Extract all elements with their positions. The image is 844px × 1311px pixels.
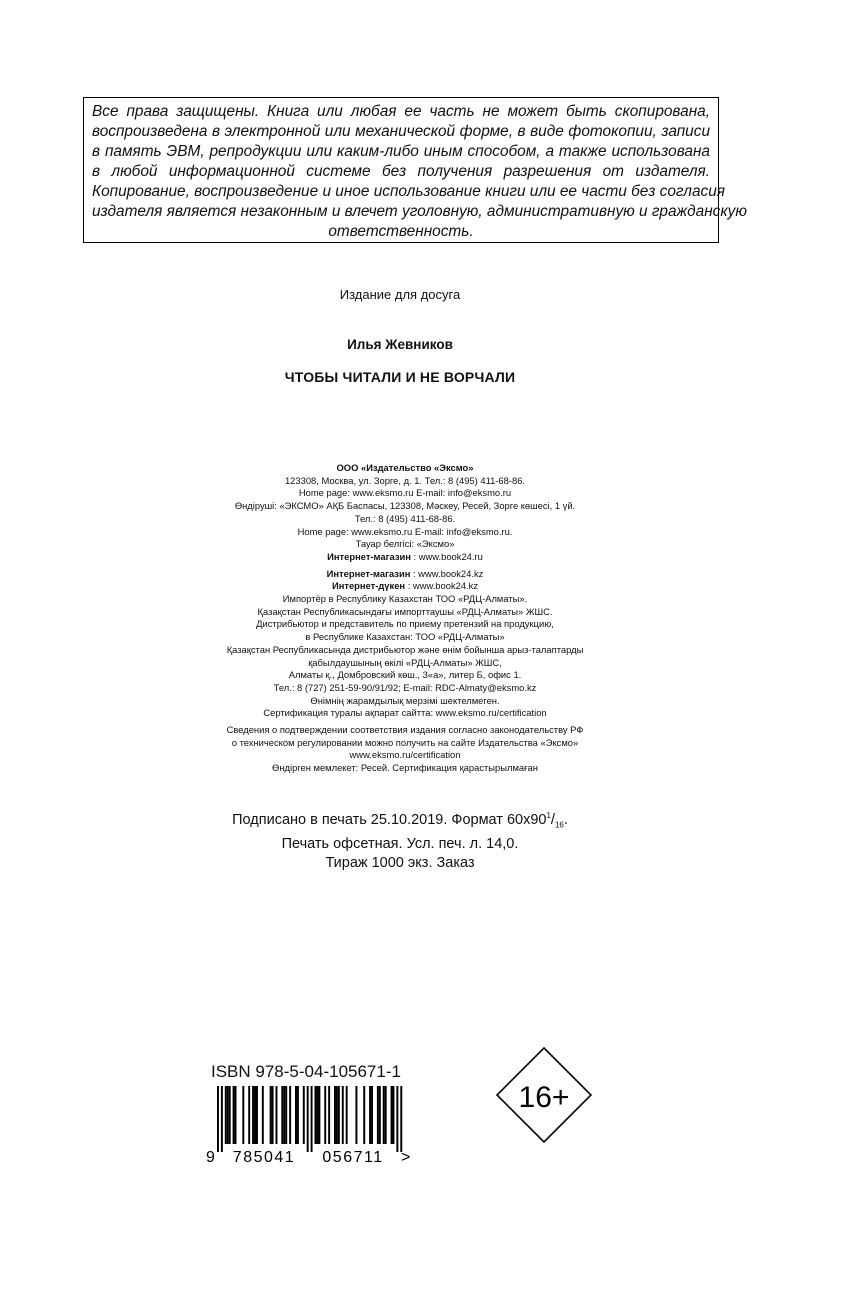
cert-kz: Сертификация туралы ақпарат сайтта: www.eksmo.ru/certification [263,707,547,719]
kz-web: Home page: www.eksmo.ru E-mail: info@eksmo.ru. [297,525,513,537]
barcode-bar [336,1086,338,1144]
almaty-contacts: Тел.: 8 (727) 251-59-90/91/92; E-mail: RDC-Almaty@eksmo.kz [273,681,537,693]
barcode-bar [252,1086,254,1144]
distributor-line-1: Дистрибьютор и представитель по приему претензий на продукцию, [256,618,554,630]
barcode-bar [283,1086,285,1144]
barcode-bar [242,1086,244,1144]
shop-kz-value: : www.book24.kz [410,567,484,579]
author-name: Илья Жевников [347,337,453,352]
barcode-bar [217,1086,219,1152]
imprint-block [195,462,615,775]
shelf-life: Өнімнің жарамдылық мерзімі шектелмеген. [310,694,500,706]
barcode-bar [221,1086,223,1152]
barcode-bar [233,1086,235,1144]
shop-ru-label: Интернет-магазин [327,550,411,562]
barcode-bar [383,1086,385,1144]
barcode-bar [229,1086,231,1144]
print-info [200,806,600,873]
distributor-kz-line-1: Қазақстан Республикасында дистрибьютор және өнім бойынша арыз-талаптарды [226,643,584,655]
conformity-line-2: о техническом регулировании можно получить на сайте Издательства «Эксмо» [231,736,579,748]
shop-kz2-value: : www.book24.kz [405,580,479,592]
barcode-bar [285,1086,287,1144]
country-of-origin: Өндірген мемлекет: Ресей. Сертификация қарастырылмаған [272,762,538,774]
rights-line: Копирование, воспроизведение и иное использование книги или ее части без согласия [92,183,726,200]
barcode-bars [217,1086,402,1152]
barcode-bar [225,1086,227,1144]
kz-producer: Өндіруші: «ЭКСМО» АҚБ Баспасы, 123308, Мәскеу, Ресей, Зорге көшесі, 1 үй. [234,500,576,512]
barcode-bar [363,1086,365,1144]
rights-line: ответственность. [328,223,474,240]
barcode-bar [276,1086,278,1144]
conformity-line-1: Сведения о подтверждении соответствия издания согласно законодательству РФ [226,724,584,736]
signed-prefix: Подписано в печать 25.10.2019. Формат 60x90 [232,811,547,828]
shop-ru-value: : www.book24.ru [410,550,483,562]
barcode-bar [396,1086,398,1152]
shop-kz-label: Интернет-магазин [326,567,411,579]
shop-kz2 [195,580,615,593]
distributor-line-2: в Республике Казахстан: ТОО «РДЦ-Алматы» [305,631,505,643]
barcode-bar [346,1086,348,1144]
edition-type: Издание для досуга [339,287,461,302]
barcode-bar [289,1086,291,1144]
barcode-bar [342,1086,344,1144]
barcode-bar [379,1086,381,1144]
importer: Импортёр в Республику Казахстан ТОО «РДЦ-Алматы». [282,593,528,605]
kz-phone: Тел.: 8 (495) 411-68-86. [354,512,456,524]
rights-line: издателя является незаконным и влечет уголовную, административную и гражданскую [92,203,747,220]
barcode-bar [334,1086,336,1144]
publisher-address: 123308, Москва, ул. Зорге, д. 1. Тел.: 8 (495) 411-68-86. [284,474,526,486]
barcode-bar [328,1086,330,1144]
trademark: Тауар белгісі: «Эксмо» [355,538,455,550]
barcode-bar [256,1086,258,1144]
barcode-bar [303,1086,305,1144]
rights-line: в память ЭВМ, репродукции или каким-либо иным способом, а также использована [92,143,710,160]
format-denominator: 16 [554,820,564,830]
barcode-bar [307,1086,309,1152]
publisher-name: ООО «Издательство «Эксмо» [336,462,474,473]
barcode-digits-left: 785041 [232,1149,296,1166]
shop-kz2-label: Интернет-дүкен [331,580,406,592]
signed-to-print: Подписано в печать 25.10.2019. Формат $60x90^1/_{16}$. [232,811,568,830]
barcode-bar [270,1086,272,1144]
barcode-bar [318,1086,320,1144]
barcode-bar [311,1086,313,1152]
isbn-barcode [205,1086,417,1166]
barcode-bar [254,1086,256,1144]
barcode-bar [295,1086,297,1144]
barcode-bar [297,1086,299,1144]
signed-suffix: . [563,811,568,828]
shop-ru [195,551,615,564]
age-rating-badge [496,1047,592,1143]
barcode-bar [235,1086,237,1144]
barcode-bar [227,1086,229,1144]
rights-line: в любой информационной системе без получения разрешения от издателя. [92,163,710,180]
conformity-line-3: www.eksmo.ru/certification [349,749,461,761]
barcode-bar [371,1086,373,1144]
barcode-bar [281,1086,283,1144]
barcode-bar [369,1086,371,1144]
book-title: ЧТОБЫ ЧИТАЛИ И НЕ ВОРЧАЛИ [284,369,516,385]
barcode-bar [272,1086,274,1144]
barcode-bar [248,1086,250,1144]
format-numerator: 1 [546,811,551,820]
barcode-bar [391,1086,393,1144]
barcode-end-marker: > [401,1149,411,1166]
importer-kz: Қазақстан Республикасындағы импорттаушы «РДЦ-Алматы» ЖШС. [257,605,553,617]
barcode-bar [315,1086,317,1144]
distributor-kz-line-2: қабылдаушының өкілі «РДЦ-Алматы» ЖШС, [308,656,502,668]
barcode-bar [400,1086,402,1152]
rights-line: Все права защищены. Книга или любая ее часть не может быть скопирована, [92,103,710,120]
barcode-bar [338,1086,340,1144]
barcode-bar [355,1086,357,1144]
rights-notice [92,102,747,242]
barcode-bar [377,1086,379,1144]
barcode-digits-right: 056711 [322,1149,384,1166]
barcode-bar [393,1086,395,1144]
barcode-bar [324,1086,326,1144]
shop-kz [195,568,615,581]
barcode-bar [262,1086,264,1144]
barcode-bar [385,1086,387,1144]
age-rating-label: 16+ [518,1081,570,1114]
print-run: Тираж 1000 экз. Заказ [325,854,475,871]
rights-line: воспроизведена в электронной или механической форме, в виде фотокопии, записи [92,123,710,140]
barcode-bar [316,1086,318,1144]
barcode-digit-first: 9 [206,1149,215,1166]
print-sheets: Печать офсетная. Усл. печ. л. 14,0. [281,835,519,852]
isbn-label: ISBN 978-5-04-105671-1 [211,1062,401,1081]
almaty-address: Алматы қ., Домбровский көш., 3«а», литер Б, офис 1. [288,669,522,681]
publisher-web: Home page: www.eksmo.ru E-mail: info@eksmo.ru [298,487,512,499]
